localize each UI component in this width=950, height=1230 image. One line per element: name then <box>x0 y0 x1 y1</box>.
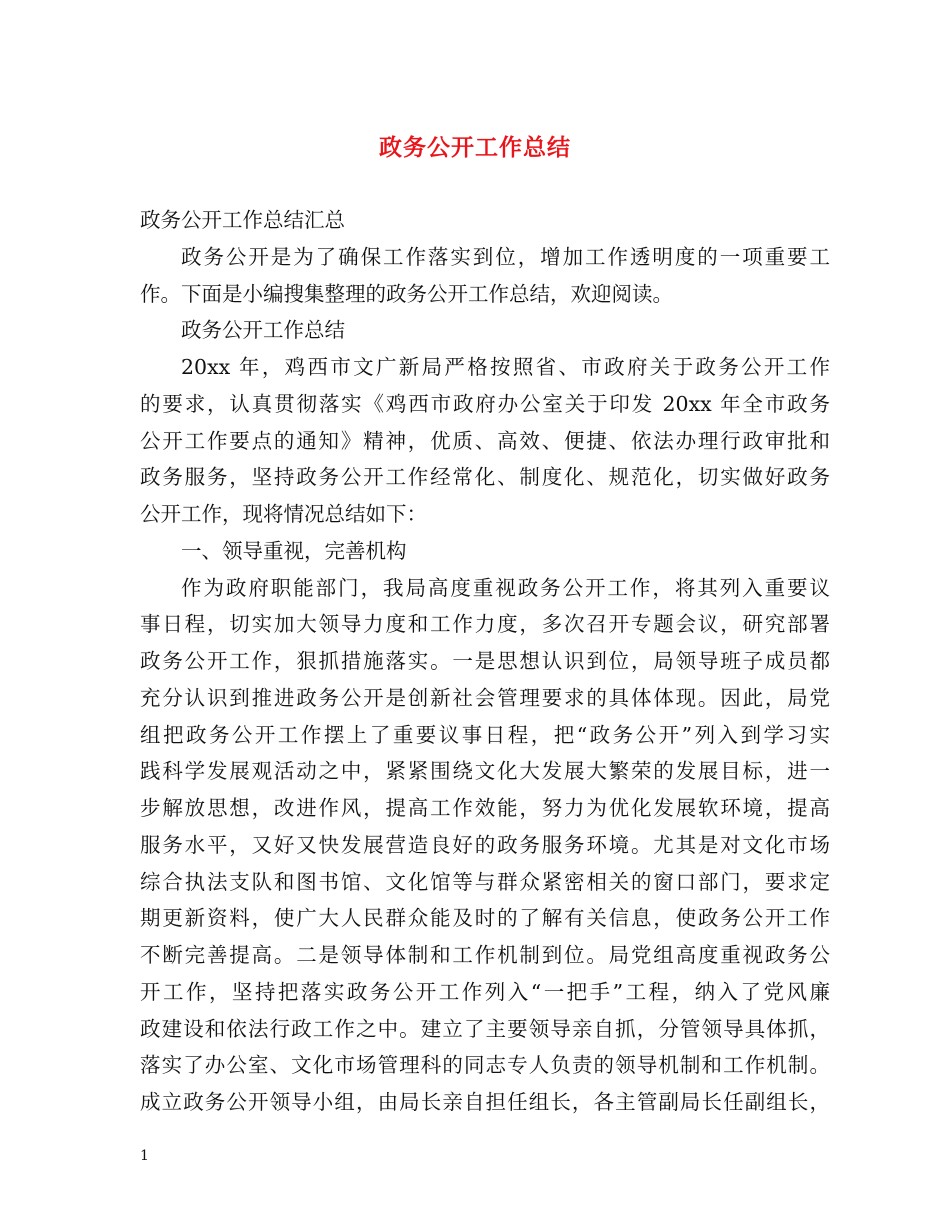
text-line: 公开工作要点的通知》精神，优质、高效、便捷、依法办理行政审批和 <box>140 428 830 453</box>
document-body <box>140 202 830 1121</box>
text-line: 政务公开工作总结汇总 <box>140 208 345 232</box>
text-line: 公开工作，现将情况总结如下： <box>140 502 427 526</box>
text-line: 步解放思想，改进作风，提高工作效能，努力为优化发展软环境，提高 <box>140 796 830 820</box>
text-line: 的要求，认真贯彻落实《鸡西市政府办公室关于印发 20xx 年全市政务 <box>140 391 830 416</box>
page-number: 1 <box>140 1148 149 1164</box>
document-title: 政务公开工作总结 <box>379 134 571 161</box>
text-line: 组把政务公开工作摆上了重要议事日程，把“政务公开”列入到学习实 <box>140 722 830 747</box>
text-line: 政务公开工作，狠抓措施落实。一是思想认识到位，局领导班子成员都 <box>140 649 830 673</box>
text-line: 不断完善提高。二是领导体制和工作机制到位。局党组高度重视政务公 <box>140 943 830 967</box>
text-line: 落实了办公室、文化市场管理科的同志专人负责的领导机制和工作机制。 <box>140 1053 830 1078</box>
text-line: 政务公开是为了确保工作落实到位，增加工作透明度的一项重要工 <box>181 244 830 269</box>
text-line: 充分认识到推进政务公开是创新社会管理要求的具体体现。因此，局党 <box>140 685 830 710</box>
text-line: 成立政务公开领导小组，由局长亲自担任组长，各主管副局长任副组长， <box>140 1090 830 1114</box>
text-line: 20xx 年，鸡西市文广新局严格按照省、市政府关于政务公开工作 <box>181 355 830 379</box>
text-line: 政建设和依法行政工作之中。建立了主要领导亲自抓，分管领导具体抓， <box>140 1016 830 1041</box>
text-line: 作。下面是小编搜集整理的政务公开工作总结，欢迎阅读。 <box>140 281 673 306</box>
text-line: 服务水平，又好又快发展营造良好的政务服务环境。尤其是对文化市场 <box>140 832 830 857</box>
text-line: 践科学发展观活动之中，紧紧围绕文化大发展大繁荣的发展目标，进一 <box>140 759 830 784</box>
text-line: 政务公开工作总结 <box>181 318 345 343</box>
text-line: 期更新资料，使广大人民群众能及时的了解有关信息，使政务公开工作 <box>140 906 830 931</box>
text-line: 政务服务，坚持政务公开工作经常化、制度化、规范化，切实做好政务 <box>140 465 830 490</box>
text-line: 事日程，切实加大领导力度和工作力度，多次召开专题会议，研究部署 <box>140 612 830 637</box>
text-line: 作为政府职能部门，我局高度重视政务公开工作，将其列入重要议 <box>181 575 830 600</box>
text-line: 开工作，坚持把落实政务公开工作列入“一把手”工程，纳入了党风廉 <box>140 979 830 1004</box>
text-line: 综合执法支队和图书馆、文化馆等与群众紧密相关的窗口部门，要求定 <box>140 869 830 894</box>
text-line: 一、领导重视，完善机构 <box>181 538 407 563</box>
